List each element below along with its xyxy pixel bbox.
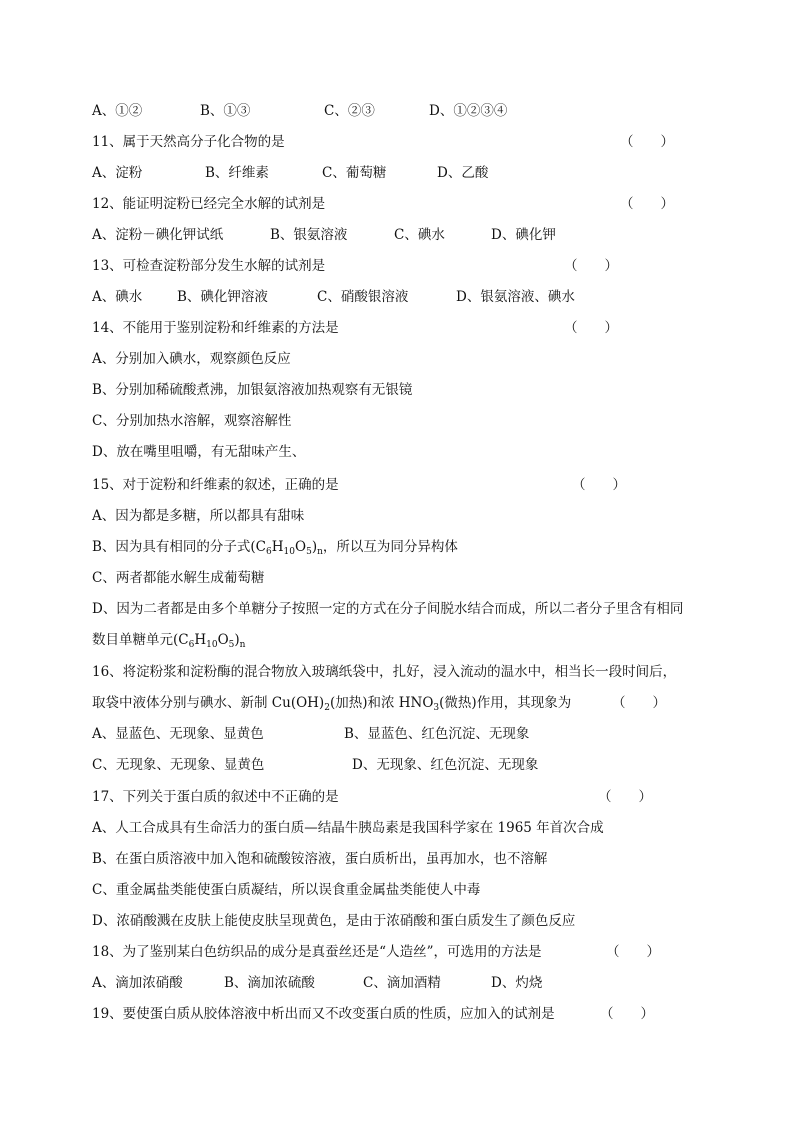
q16-option-c: C、无现象、无现象、显黄色 (92, 757, 265, 773)
q16-stem-line1: 16、将淀粉浆和淀粉酶的混合物放入玻璃纸袋中，扎好，浸入流动的温水中，相当长一段时间后， (92, 664, 677, 680)
q10-option-d: D、①②③④ (429, 103, 508, 119)
q18-stem: 18、为了鉴别某白色纺织品的成分是真蚕丝还是“人造丝”，可选用的方法是 （ ） (92, 941, 541, 963)
answer-paren: （ ） (620, 134, 674, 150)
q10-option-c: C、②③ (324, 103, 375, 119)
q15-option-d-line1: D、因为二者都是由多个单糖分子按照一定的方式在分子间脱水结合而成，所以二者分子里含有相同 (92, 601, 684, 617)
q15-option-d-line2: 数目单糖单元$(C_6H_{10}O_5)_n$ (92, 632, 246, 650)
q18-option-b: B、滴加浓硫酸 (224, 975, 315, 991)
q13-option-c: C、硝酸银溶液 (317, 289, 409, 305)
q12-option-b: B、银氨溶液 (270, 227, 348, 243)
q11-option-a: A、淀粉 (92, 165, 143, 181)
q15-option-a: A、因为都是多糖，所以都具有甜味 (92, 508, 305, 524)
q15-option-c: C、两者都能水解生成葡萄糖 (92, 570, 265, 586)
q17-option-d: D、浓硝酸溅在皮肤上能使皮肤呈现黄色，是由于浓硝酸和蛋白质发生了颜色反应 (92, 913, 576, 929)
q11-stem: 11、属于天然高分子化合物的是 （ ） (92, 131, 285, 153)
q12-option-c: C、碘水 (394, 227, 445, 243)
q15-stem: 15、对于淀粉和纤维素的叙述，正确的是 （ ） (92, 474, 339, 496)
q18-option-c: C、滴加酒精 (363, 975, 441, 991)
q17-option-b: B、在蛋白质溶液中加入饱和硫酸铵溶液，蛋白质析出，虽再加水，也不溶解 (92, 851, 548, 867)
q11-option-b: B、纤维素 (205, 165, 269, 181)
q18-option-a: A、滴加浓硝酸 (92, 975, 183, 991)
q13-option-d: D、银氨溶液、碘水 (456, 289, 575, 305)
q10-option-b: B、①③ (200, 103, 251, 119)
q14-option-c: C、分别加热水溶解，观察溶解性 (92, 413, 292, 429)
q14-option-d: D、放在嘴里咀嚼，有无甜味产生、 (92, 444, 306, 460)
answer-paren: （ ） (612, 695, 666, 711)
q18-option-d: D、灼烧 (491, 975, 543, 991)
q17-option-c: C、重金属盐类能使蛋白质凝结，所以误食重金属盐类能使人中毒 (92, 882, 481, 898)
q12-stem: 12、能证明淀粉已经完全水解的试剂是 （ ） (92, 193, 325, 215)
q11-option-c: C、葡萄糖 (322, 165, 387, 181)
answer-paren: （ ） (564, 258, 618, 274)
q12-option-a: A、淀粉－碘化钾试纸 (92, 227, 224, 243)
q17-stem: 17、下列关于蛋白质的叙述中不正确的是 （ ） (92, 786, 339, 808)
q17-option-a: A、人工合成具有生命活力的蛋白质—结晶牛胰岛素是我国科学家在 1965 年首次合成 (92, 820, 604, 836)
q16-option-b: B、显蓝色、红色沉淀、无现象 (344, 726, 530, 742)
q10-option-a: A、①② (92, 103, 143, 119)
answer-paren: （ ） (598, 789, 652, 805)
answer-paren: （ ） (606, 944, 660, 960)
q14-option-b: B、分别加稀硫酸煮沸，加银氨溶液加热观察有无银镜 (92, 382, 413, 398)
q13-option-a: A、碘水 (92, 289, 143, 305)
q16-option-d: D、无现象、红色沉淀、无现象 (352, 757, 539, 773)
q16-option-a: A、显蓝色、无现象、显黄色 (92, 726, 264, 742)
answer-paren: （ ） (572, 477, 626, 493)
q16-stem-line2: 取袋中液体分别与碘水、新制 $Cu(OH)_2$(加热)和浓 $HNO_3$(微热)作用，其现象为 （ ） (92, 692, 571, 714)
q14-option-a: A、分别加入碘水，观察颜色反应 (92, 351, 291, 367)
answer-paren: （ ） (600, 1006, 654, 1022)
q14-stem: 14、不能用于鉴别淀粉和纤维素的方法是 （ ） (92, 317, 339, 339)
answer-paren: （ ） (564, 320, 618, 336)
q13-option-b: B、碘化钾溶液 (177, 289, 268, 305)
q15-option-b: B、因为具有相同的分子式$(C_6H_{10}O_5)_n$，所以互为同分异构体 (92, 539, 458, 557)
answer-paren: （ ） (620, 196, 674, 212)
q13-stem: 13、可检查淀粉部分发生水解的试剂是 （ ） (92, 255, 325, 277)
q12-option-d: D、碘化钾 (491, 227, 556, 243)
q19-stem: 19、要使蛋白质从胶体溶液中析出而又不改变蛋白质的性质，应加入的试剂是 （ ） (92, 1003, 555, 1025)
q11-option-d: D、乙酸 (437, 165, 489, 181)
